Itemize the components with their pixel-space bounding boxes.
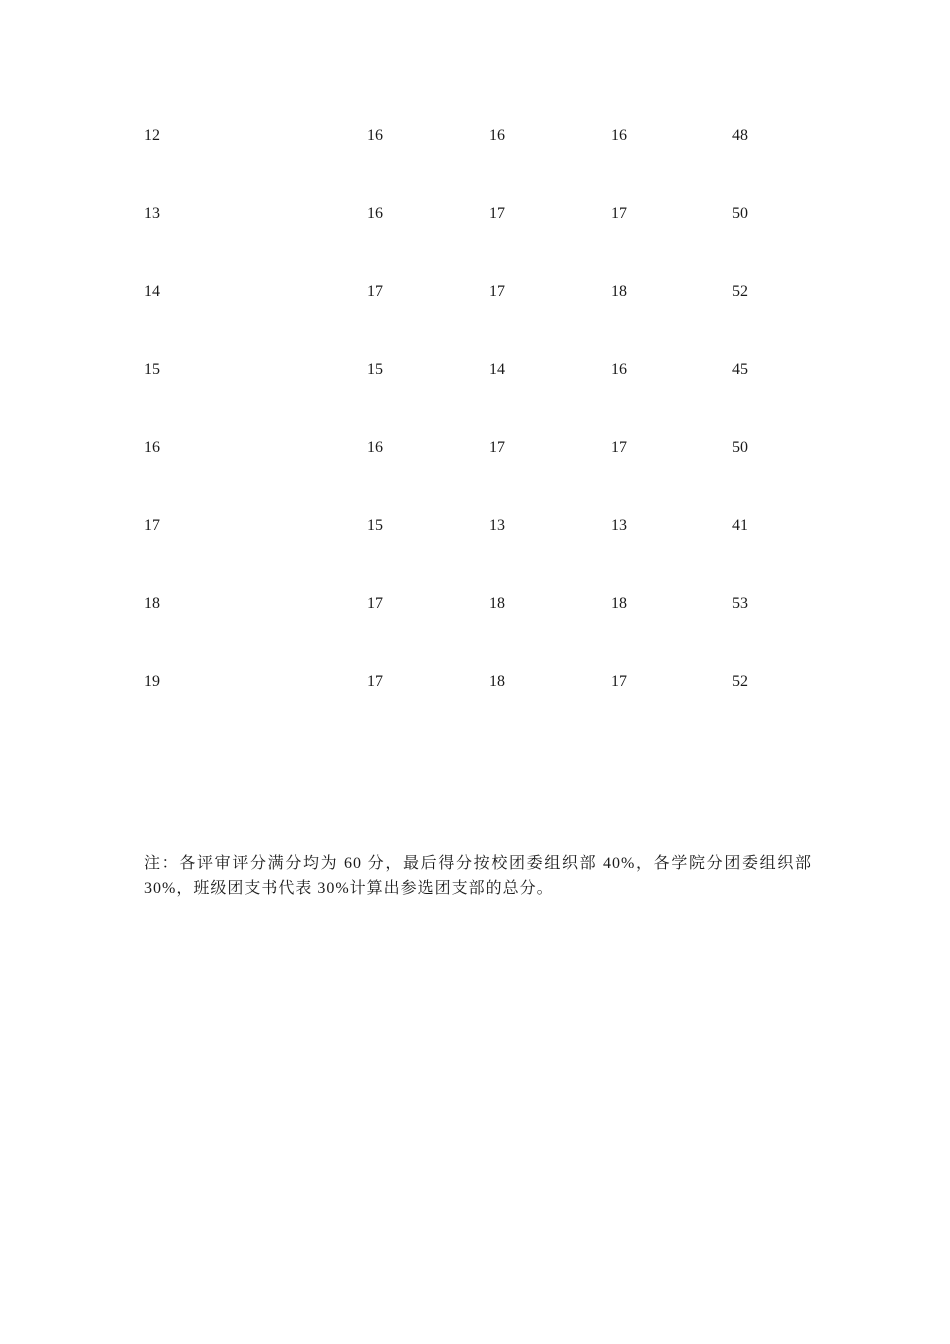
total-score-cell: 50 (732, 439, 748, 456)
class-representative-score-cell: 17 (611, 205, 627, 222)
total-score-cell: 41 (732, 517, 748, 534)
college-committee-score-cell: 16 (489, 127, 505, 144)
total-score-cell: 53 (732, 595, 748, 612)
school-committee-score-cell: 15 (367, 517, 383, 534)
table-row (144, 438, 812, 516)
branch-number-cell: 13 (144, 205, 160, 222)
total-score-cell: 52 (732, 673, 748, 690)
college-committee-score-cell: 17 (489, 205, 505, 222)
school-committee-score-cell: 16 (367, 205, 383, 222)
class-representative-score-cell: 16 (611, 127, 627, 144)
college-committee-score-cell: 13 (489, 517, 505, 534)
class-representative-score-cell: 16 (611, 361, 627, 378)
table-row (144, 594, 812, 672)
branch-number-cell: 15 (144, 361, 160, 378)
college-committee-score-cell: 14 (489, 361, 505, 378)
class-representative-score-cell: 13 (611, 517, 627, 534)
class-representative-score-cell: 17 (611, 439, 627, 456)
total-score-cell: 45 (732, 361, 748, 378)
school-committee-score-cell: 17 (367, 673, 383, 690)
branch-number-cell: 12 (144, 127, 160, 144)
school-committee-score-cell: 17 (367, 283, 383, 300)
total-score-cell: 52 (732, 283, 748, 300)
class-representative-score-cell: 17 (611, 673, 627, 690)
score-table-body (144, 126, 812, 750)
school-committee-score-cell: 16 (367, 127, 383, 144)
table-row (144, 672, 812, 750)
school-committee-score-cell: 17 (367, 595, 383, 612)
branch-number-cell: 14 (144, 283, 160, 300)
branch-number-cell: 19 (144, 673, 160, 690)
school-committee-score-cell: 16 (367, 439, 383, 456)
table-row (144, 360, 812, 438)
table-row (144, 204, 812, 282)
table-row (144, 126, 812, 204)
total-score-cell: 48 (732, 127, 748, 144)
branch-number-cell: 16 (144, 439, 160, 456)
college-committee-score-cell: 17 (489, 439, 505, 456)
college-committee-score-cell: 18 (489, 595, 505, 612)
branch-number-cell: 17 (144, 517, 160, 534)
college-committee-score-cell: 18 (489, 673, 505, 690)
branch-number-cell: 18 (144, 595, 160, 612)
scoring-note: 注：各评审评分满分均为 60 分，最后得分按校团委组织部 40%，各学院分团委组织部 30%，班级团支书代表 30%计算出参选团支部的总分。 (144, 855, 812, 897)
college-committee-score-cell: 17 (489, 283, 505, 300)
score-table (144, 126, 812, 750)
school-committee-score-cell: 15 (367, 361, 383, 378)
table-row (144, 516, 812, 594)
total-score-cell: 50 (732, 205, 748, 222)
class-representative-score-cell: 18 (611, 595, 627, 612)
class-representative-score-cell: 18 (611, 283, 627, 300)
table-row (144, 282, 812, 360)
